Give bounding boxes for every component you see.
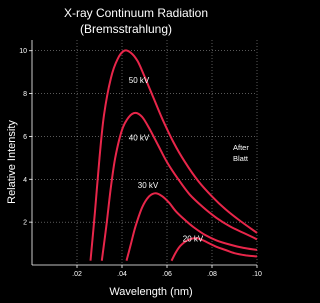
- x-tick-label: .02: [72, 271, 82, 278]
- series-line-30-kv: [127, 193, 258, 261]
- series-label-50-kv: 50 kV: [128, 75, 150, 85]
- y-tick-label: 4: [23, 176, 27, 184]
- x-axis-label: Wavelength (nm): [109, 286, 193, 298]
- grid-lines: [32, 40, 257, 265]
- y-tick-label: 2: [23, 219, 27, 227]
- y-tick-label: 6: [23, 133, 27, 141]
- annotation-line-2: Blatt: [233, 154, 249, 163]
- series-label-30-kv: 30 kV: [137, 180, 159, 190]
- x-tick-label: .08: [207, 271, 217, 278]
- annotation-line-1: After: [233, 143, 249, 152]
- y-tick-label: 8: [23, 91, 27, 99]
- y-axis-label: Relative Intensity: [6, 120, 18, 204]
- x-tick-label: .10: [252, 271, 262, 278]
- series-label-40-kv: 40 kV: [128, 133, 150, 143]
- axes: [32, 40, 257, 265]
- x-tick-label: .06: [162, 271, 172, 278]
- chart-subtitle: (Bremsstrahlung): [79, 22, 173, 36]
- series-label-20-kv: 20 kV: [182, 234, 204, 244]
- y-tick-label: 10: [19, 48, 27, 56]
- x-tick-label: .04: [117, 271, 127, 278]
- chart-title: X-ray Continuum Radiation: [63, 6, 209, 20]
- series-line-40-kv: [102, 113, 257, 261]
